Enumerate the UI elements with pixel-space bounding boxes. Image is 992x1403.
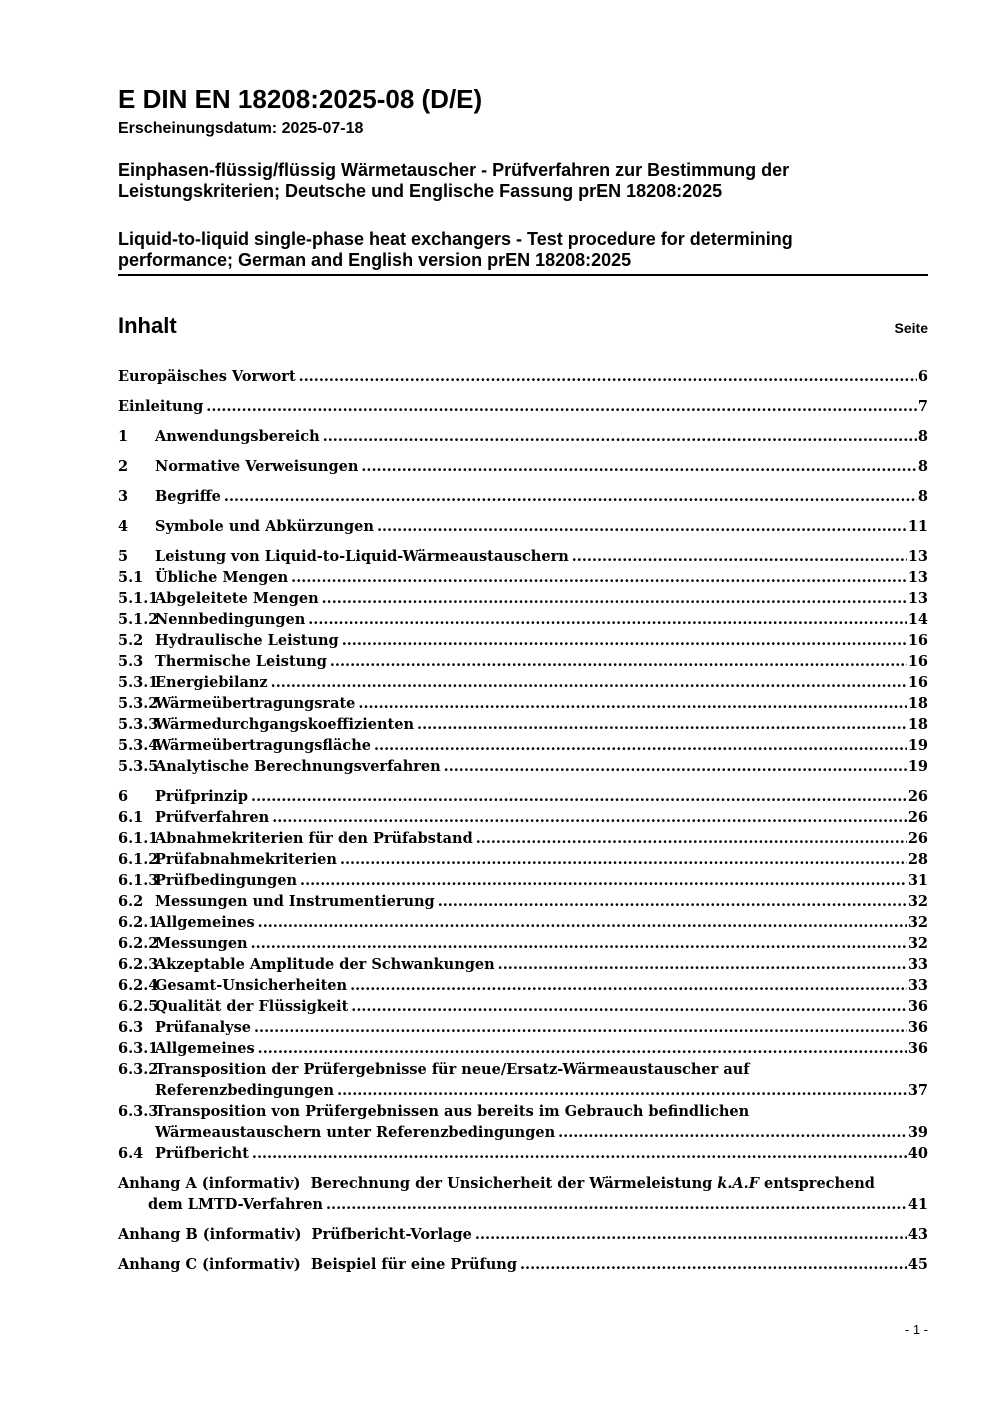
- toc-entry-label: Europäisches Vorwort: [118, 368, 296, 385]
- toc-entry-page: 33: [907, 956, 928, 973]
- toc-leader-dots: [337, 1080, 907, 1101]
- toc-entry-page: 28: [907, 851, 928, 868]
- toc-leader-dots: [251, 933, 907, 954]
- toc-entry-number: 6.2: [118, 893, 144, 910]
- toc-entry-label: Symbole und Abkürzungen: [155, 518, 374, 535]
- toc-leader-dots: [374, 735, 907, 756]
- toc-entry-number: 1: [118, 428, 129, 445]
- toc-entry: [118, 933, 928, 954]
- toc-leader-dots: [358, 693, 906, 714]
- toc-entry: [118, 828, 928, 849]
- toc-entry-number: 5.3.1: [118, 674, 159, 691]
- toc-entry-label: Anhang C (informativ) Beispiel für eine Prüfung: [118, 1256, 517, 1273]
- toc-entry-page: 31: [907, 872, 928, 889]
- toc-entry-page: 13: [907, 548, 928, 565]
- toc-leader-dots: [258, 912, 907, 933]
- toc-entry-label: Wärmeaustauschern unter Referenzbedingungen: [155, 1124, 556, 1141]
- toc-entry-page: 8: [917, 428, 928, 445]
- toc-entry-label: Leistung von Liquid-to-Liquid-Wärmeaustauschern: [155, 548, 569, 565]
- toc-entry: [118, 588, 928, 609]
- toc-entry-page: 18: [907, 695, 928, 712]
- toc-leader-dots: [300, 870, 907, 891]
- toc-leader-dots: [475, 1224, 907, 1245]
- toc-entry-label: dem LMTD-Verfahren: [148, 1196, 323, 1213]
- toc-entry-number: 2: [118, 458, 129, 475]
- toc-leader-dots: [272, 807, 907, 828]
- toc-entry: [118, 735, 928, 756]
- toc-entry-page: 16: [907, 632, 928, 649]
- toc-entry-number: 5.1: [118, 569, 144, 586]
- document-number-heading: E DIN EN 18208:2025-08 (D/E): [118, 84, 483, 114]
- toc-page-column-label: Seite: [894, 320, 928, 336]
- toc-entry: [118, 1101, 928, 1143]
- toc-entry-number: 5.3.3: [118, 716, 159, 733]
- toc-leader-dots: [299, 366, 917, 387]
- toc-entry: [118, 366, 928, 387]
- toc-leader-dots: [444, 756, 907, 777]
- toc-entry-label: Qualität der Flüssigkeit: [155, 998, 349, 1015]
- toc-entry-page: 13: [907, 590, 928, 607]
- toc-entry-label: Prüfbericht: [155, 1145, 249, 1162]
- toc-entry-label: Anwendungsbereich: [155, 428, 320, 445]
- toc-entry-page: 26: [907, 788, 928, 805]
- toc-entry-page: 40: [907, 1145, 928, 1162]
- toc-leader-dots: [572, 546, 907, 567]
- toc-entry-number: 3: [118, 488, 129, 505]
- toc-entry-page: 32: [907, 893, 928, 910]
- toc-entry-page: 36: [907, 1019, 928, 1036]
- toc-leader-dots: [520, 1254, 907, 1275]
- toc-entry-label: Thermische Leistung: [155, 653, 327, 670]
- title-german-line-1: Einphasen-flüssig/flüssig Wärmetauscher - Prüfverfahren zur Bestimmung der: [118, 160, 790, 180]
- toc-entry: [118, 1143, 928, 1164]
- toc-leader-dots: [271, 672, 907, 693]
- toc-entry-label: Übliche Mengen: [155, 569, 289, 586]
- toc-entry-page: 41: [907, 1196, 928, 1213]
- toc-entry-page: 32: [907, 935, 928, 952]
- toc-entry-number: 4: [118, 518, 129, 535]
- toc-entry-page: 39: [907, 1124, 928, 1141]
- title-english: [118, 229, 928, 271]
- toc-entry: [118, 849, 928, 870]
- toc-entry-label: Wärmedurchgangskoeffizienten: [155, 716, 415, 733]
- toc-entry: [118, 456, 928, 477]
- toc-entry-number: 5.3.5: [118, 758, 159, 775]
- toc-entry-page: 19: [907, 737, 928, 754]
- toc-entry: [118, 1254, 928, 1275]
- toc-entry: [118, 426, 928, 447]
- toc-entry: [118, 672, 928, 693]
- title-english-line-2: performance; German and English version prEN 18208:2025: [118, 250, 632, 270]
- toc-entry-page: 18: [907, 716, 928, 733]
- toc-entry-page: 37: [907, 1082, 928, 1099]
- publication-date: Erscheinungsdatum: 2025-07-18: [118, 120, 364, 137]
- toc-entry: [118, 996, 928, 1017]
- toc-entry-number: 5.1.1: [118, 590, 159, 607]
- toc-entry-page: 45: [907, 1256, 928, 1273]
- toc-entry-number: 5: [118, 548, 129, 565]
- toc-entry-label: Allgemeines: [155, 914, 255, 931]
- toc-leader-dots: [417, 714, 907, 735]
- toc-entry: [118, 486, 928, 507]
- footer-page-number: - 1 -: [904, 1322, 928, 1337]
- toc-entry-number: 6.2.2: [118, 935, 159, 952]
- toc-leader-dots: [291, 567, 907, 588]
- toc-entry: [118, 567, 928, 588]
- toc-heading: Inhalt: [118, 313, 177, 338]
- toc-entry-label: Anhang A (informativ) Berechnung der Unsicherheit der Wärmeleistung k.A.F entsprechend: [118, 1175, 875, 1192]
- toc-entry: [118, 975, 928, 996]
- toc-leader-dots: [438, 891, 907, 912]
- toc-leader-dots: [498, 954, 907, 975]
- toc-entry-number: 6.4: [118, 1145, 144, 1162]
- toc-entry-number: 6.2.3: [118, 956, 159, 973]
- toc-list: [118, 366, 928, 1275]
- toc-entry-page: 33: [907, 977, 928, 994]
- toc-leader-dots: [361, 456, 917, 477]
- toc-entry-number: 6.1.2: [118, 851, 159, 868]
- toc-entry: [118, 1224, 928, 1245]
- toc-leader-dots: [340, 849, 907, 870]
- toc-leader-dots: [342, 630, 907, 651]
- toc-entry-label: Prüfprinzip: [155, 788, 249, 805]
- toc-entry-number: 6.3: [118, 1019, 144, 1036]
- toc-entry-number: 6.2.4: [118, 977, 159, 994]
- toc-entry-label: Akzeptable Amplitude der Schwankungen: [155, 956, 495, 973]
- toc-leader-dots: [323, 426, 917, 447]
- toc-entry: [118, 1059, 928, 1101]
- toc-entry-page: 16: [907, 674, 928, 691]
- toc-leader-dots: [322, 588, 907, 609]
- toc-entry: [118, 756, 928, 777]
- toc-entry: [118, 807, 928, 828]
- toc-entry-page: 36: [907, 1040, 928, 1057]
- toc-leader-dots: [254, 1017, 907, 1038]
- toc-leader-dots: [377, 516, 907, 537]
- page-content: [118, 0, 928, 1275]
- toc-entry-page: 16: [907, 653, 928, 670]
- toc-leader-dots: [258, 1038, 907, 1059]
- toc-entry: [118, 609, 928, 630]
- toc-entry: [118, 546, 928, 567]
- toc-leader-dots: [558, 1122, 907, 1143]
- title-german: [118, 160, 928, 202]
- toc-entry: [118, 630, 928, 651]
- toc-entry-label: Anhang B (informativ) Prüfbericht-Vorlage: [118, 1226, 472, 1243]
- toc-entry-number: 6.3.2: [118, 1061, 159, 1078]
- toc-entry-number: 6.1.3: [118, 872, 159, 889]
- toc-leader-dots: [476, 828, 907, 849]
- toc-entry-label: Messungen und Instrumentierung: [155, 893, 435, 910]
- toc-entry-label: Energiebilanz: [155, 674, 268, 691]
- title-english-line-1: Liquid-to-liquid single-phase heat exchangers - Test procedure for determining: [118, 229, 793, 249]
- toc-entry-page: 11: [907, 518, 928, 535]
- toc-entry-label: Transposition der Prüfergebnisse für neue/Ersatz-Wärmeaustauscher auf: [155, 1061, 750, 1078]
- toc-leader-dots: [224, 486, 917, 507]
- toc-entry-page: 7: [917, 398, 928, 415]
- toc-entry-label: Messungen: [155, 935, 248, 952]
- toc-entry-page: 26: [907, 830, 928, 847]
- toc-entry: [118, 1038, 928, 1059]
- toc-header-row: [118, 312, 928, 340]
- toc-entry-label: Allgemeines: [155, 1040, 255, 1057]
- toc-entry-number: 5.3.4: [118, 737, 159, 754]
- toc-leader-dots: [330, 651, 907, 672]
- toc-leader-dots: [351, 996, 907, 1017]
- toc-entry-number: 6.2.1: [118, 914, 159, 931]
- toc-entry-label: Transposition von Prüfergebnissen aus bereits im Gebrauch befindlichen: [155, 1103, 750, 1120]
- toc-entry-page: 43: [907, 1226, 928, 1243]
- toc-entry-page: 14: [907, 611, 928, 628]
- toc-entry-number: 6.3.3: [118, 1103, 159, 1120]
- toc-entry-page: 8: [917, 488, 928, 505]
- toc-entry-page: 13: [907, 569, 928, 586]
- toc-entry: [118, 396, 928, 417]
- toc-entry-label: Einleitung: [118, 398, 204, 415]
- toc-entry: [118, 891, 928, 912]
- toc-leader-dots: [326, 1194, 907, 1215]
- toc-entry-label: Hydraulische Leistung: [155, 632, 339, 649]
- toc-entry-label: Normative Verweisungen: [155, 458, 359, 475]
- toc-entry-label: Abgeleitete Mengen: [155, 590, 319, 607]
- toc-entry-label: Prüfverfahren: [155, 809, 270, 826]
- toc-entry-label: Abnahmekriterien für den Prüfabstand: [155, 830, 473, 847]
- toc-entry: [118, 912, 928, 933]
- toc-entry-number: 5.3.2: [118, 695, 159, 712]
- toc-entry-number: 6.1: [118, 809, 144, 826]
- toc-entry-label: Wärmeübertragungsrate: [155, 695, 356, 712]
- toc-entry: [118, 870, 928, 891]
- toc-entry: [118, 516, 928, 537]
- toc-entry-page: 19: [907, 758, 928, 775]
- toc-leader-dots: [308, 609, 907, 630]
- toc-leader-dots: [251, 786, 907, 807]
- toc-entry: [118, 1017, 928, 1038]
- toc-entry: [118, 1173, 928, 1215]
- toc-entry: [118, 714, 928, 735]
- toc-entry-page: 36: [907, 998, 928, 1015]
- toc-entry-label: Prüfabnahmekriterien: [155, 851, 337, 868]
- toc-leader-dots: [252, 1143, 907, 1164]
- toc-entry-label: Gesamt-Unsicherheiten: [155, 977, 348, 994]
- toc-entry-number: 6: [118, 788, 129, 805]
- toc-entry-number: 5.2: [118, 632, 144, 649]
- toc-entry-page: 8: [917, 458, 928, 475]
- toc-entry: [118, 693, 928, 714]
- toc-entry-label: Analytische Berechnungsverfahren: [155, 758, 441, 775]
- toc-entry-number: 6.1.1: [118, 830, 159, 847]
- toc-entry-number: 5.1.2: [118, 611, 159, 628]
- toc-entry-page: 6: [917, 368, 928, 385]
- toc-leader-dots: [350, 975, 907, 996]
- toc-leader-dots: [206, 396, 917, 417]
- toc-entry-page: 32: [907, 914, 928, 931]
- toc-entry-label: Prüfanalyse: [155, 1019, 251, 1036]
- toc-entry-page: 26: [907, 809, 928, 826]
- toc-entry-label: Begriffe: [155, 488, 221, 505]
- toc-entry-label: Nennbedingungen: [155, 611, 306, 628]
- toc-entry: [118, 954, 928, 975]
- toc-entry: [118, 786, 928, 807]
- toc-entry: [118, 651, 928, 672]
- toc-entry-label: Referenzbedingungen: [155, 1082, 335, 1099]
- toc-entry-number: 6.2.5: [118, 998, 159, 1015]
- title-german-line-2: Leistungskriterien; Deutsche und Englische Fassung prEN 18208:2025: [118, 181, 723, 201]
- toc-entry-label: Prüfbedingungen: [155, 872, 298, 889]
- toc-entry-number: 5.3: [118, 653, 144, 670]
- toc-entry-number: 6.3.1: [118, 1040, 159, 1057]
- title-divider-rule: [118, 274, 928, 276]
- toc-entry-label: Wärmeübertragungsfläche: [155, 737, 371, 754]
